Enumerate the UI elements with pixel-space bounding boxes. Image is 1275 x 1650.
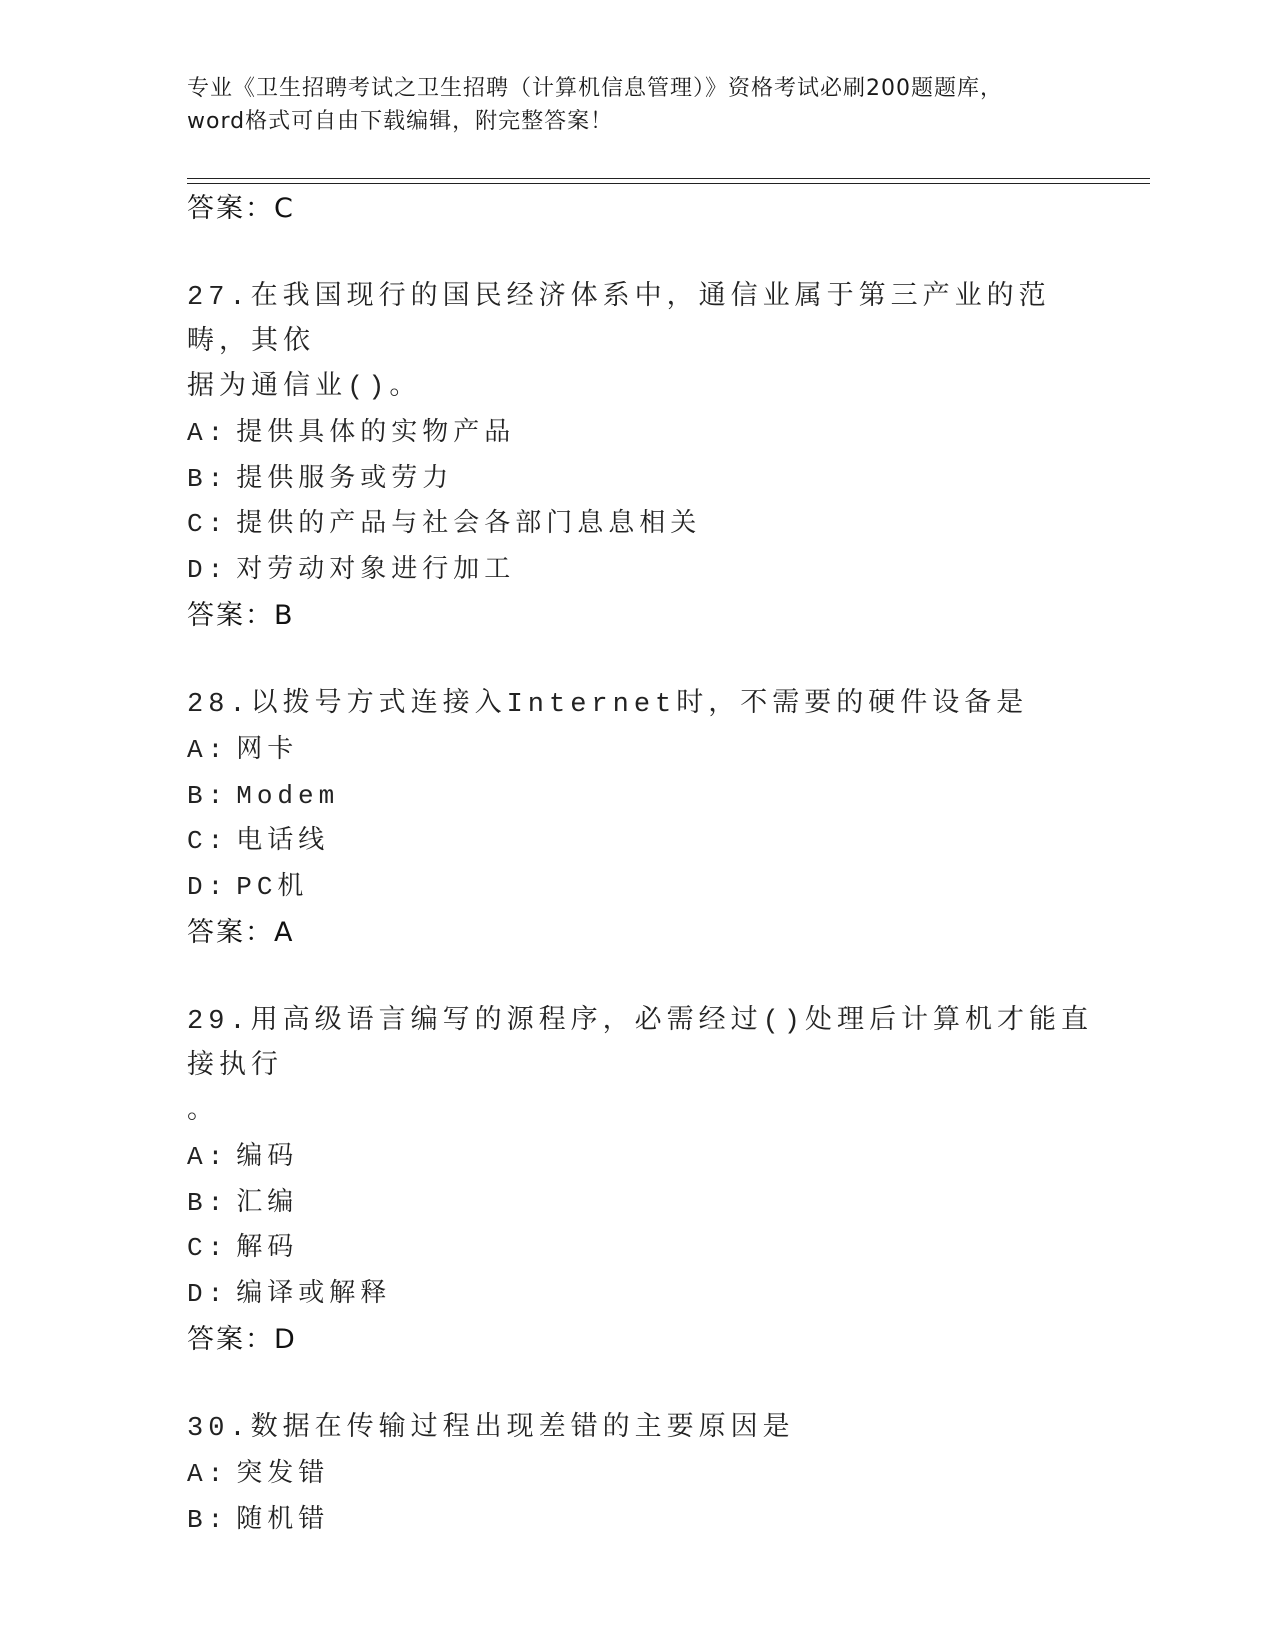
option-text: 提供服务或劳力 <box>236 463 454 494</box>
question-stem: 28.以拨号方式连接入Internet时，不需要的硬件设备是 <box>187 690 1029 720</box>
option-text: PC机 <box>236 871 309 902</box>
option-text: 编译或解释 <box>236 1278 392 1309</box>
option-d <box>187 1272 1107 1318</box>
option-b <box>187 774 1107 820</box>
option-a <box>187 1135 1107 1181</box>
option-key: C: <box>187 1233 229 1263</box>
option-text: 提供的产品与社会各部门息息相关 <box>236 509 702 539</box>
option-key: B: <box>187 1504 229 1535</box>
option-text: 突发错 <box>236 1459 330 1489</box>
question-30 <box>187 1407 1107 1543</box>
option-key: A: <box>187 1459 229 1489</box>
question-stem: 29.用高级语言编写的源程序，必需经过()处理后计算机才能直接执行 <box>187 1007 1094 1082</box>
answer-line: 答案：B <box>187 600 295 631</box>
question-stem: 27.在我国现行的国民经济体系中，通信业属于第三产业的范畴，其依 <box>187 283 1051 358</box>
header-line-1: 专业《卫生招聘考试之卫生招聘（计算机信息管理）》资格考试必刷200题题库， <box>187 76 1003 101</box>
option-c <box>187 819 1107 865</box>
option-key: D: <box>187 554 229 585</box>
option-key: A: <box>187 735 229 765</box>
option-b <box>187 457 1107 503</box>
option-a <box>187 1452 1107 1498</box>
answer-line: 答案：C <box>187 193 295 224</box>
header-divider-bottom <box>187 183 1150 184</box>
option-text: 提供具体的实物产品 <box>236 418 516 448</box>
option-key: C: <box>187 826 229 856</box>
option-text: Modem <box>236 780 340 811</box>
option-text: 随机错 <box>236 1504 330 1535</box>
option-text: 对劳动对象进行加工 <box>236 554 516 585</box>
question-27 <box>187 276 1107 639</box>
option-d <box>187 865 1107 911</box>
option-key: B: <box>187 780 229 811</box>
header-divider-top <box>187 178 1150 179</box>
option-text: 电话线 <box>236 826 330 856</box>
option-key: B: <box>187 463 229 494</box>
option-text: 解码 <box>236 1233 299 1263</box>
question-stem-continued: 。 <box>187 1097 219 1127</box>
option-key: D: <box>187 1278 229 1309</box>
question-stem-continued: 据为通信业()。 <box>187 373 422 403</box>
option-text: 编码 <box>236 1142 299 1172</box>
option-c <box>187 502 1107 548</box>
question-list <box>187 186 1107 1543</box>
option-c <box>187 1226 1107 1272</box>
option-text: 网卡 <box>236 735 299 765</box>
option-b <box>187 1181 1107 1227</box>
option-key: A: <box>187 1142 229 1172</box>
document-header <box>187 72 1087 138</box>
option-b <box>187 1498 1107 1544</box>
option-d <box>187 548 1107 594</box>
option-key: A: <box>187 418 229 448</box>
option-key: B: <box>187 1187 229 1218</box>
option-a <box>187 728 1107 774</box>
answer-line: 答案：A <box>187 917 295 948</box>
option-key: C: <box>187 509 229 539</box>
question-28 <box>187 683 1107 956</box>
option-a <box>187 411 1107 457</box>
question-29 <box>187 1000 1107 1363</box>
answer-line: 答案：D <box>187 1324 297 1355</box>
option-text: 汇编 <box>236 1187 299 1218</box>
header-line-2: word格式可自由下载编辑，附完整答案！ <box>187 109 614 134</box>
question-stem: 30.数据在传输过程出现差错的主要原因是 <box>187 1414 795 1444</box>
option-key: D: <box>187 871 229 902</box>
